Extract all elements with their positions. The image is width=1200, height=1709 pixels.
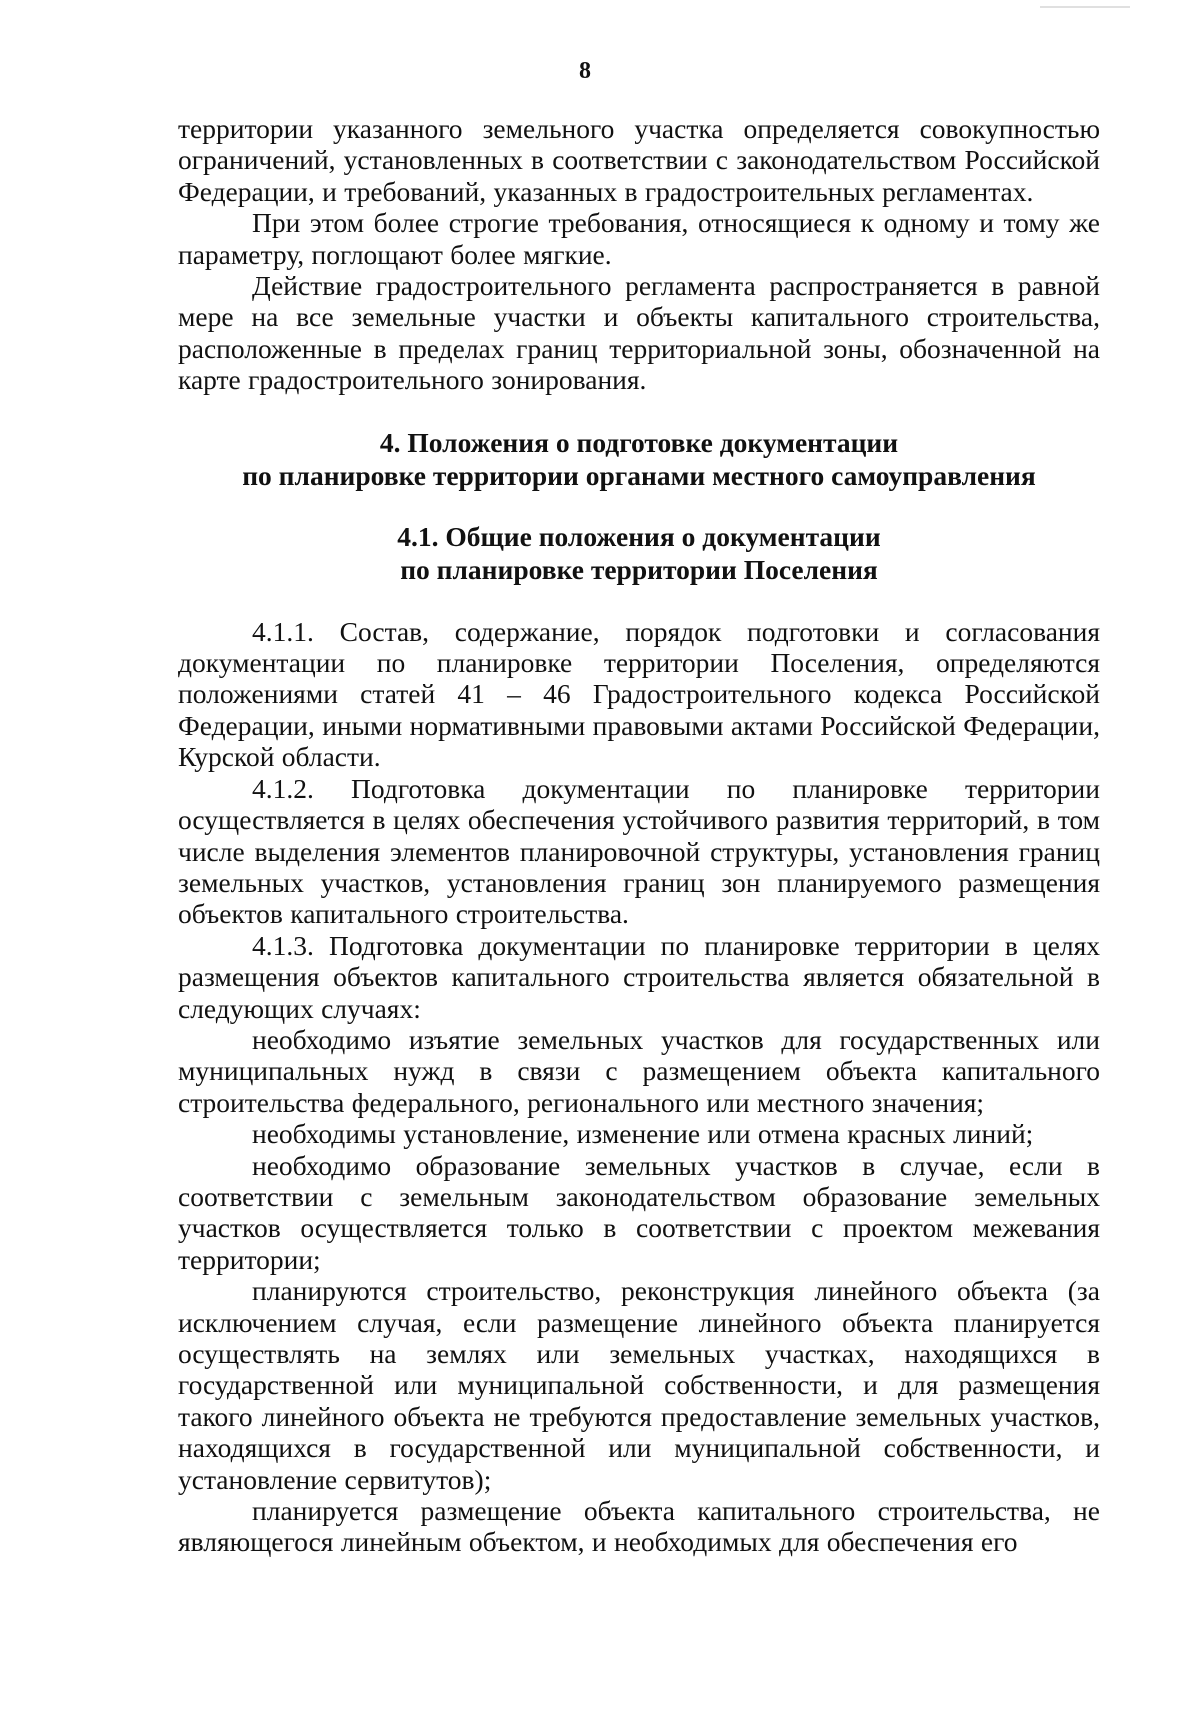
list-item: планируются строительство, реконструкция линейного объекта (за исключением случая, если размещение линейного объекта планируется осуществлять на землях или земельных участках, находящихся в государственной или муниципальной собственности, и для размещения такого линейного объекта не требуются предоставление земельных участков, находящихся в государственной или муниципальной собственности, и установление сервитутов);: [178, 1275, 1100, 1495]
page-number: 8: [579, 58, 591, 84]
list-item: необходимы установление, изменение или отмена красных линий;: [252, 1118, 1034, 1150]
subsection-heading-line: по планировке территории Поселения: [400, 553, 878, 585]
list-item: необходимо изъятие земельных участков для государственных или муниципальных нужд в связи с размещением объекта капитального строительства федерального, регионального или местного значения;: [178, 1023, 1100, 1118]
subsection-heading: [178, 520, 1100, 586]
paragraph: территории указанного земельного участка определяется совокупностью ограничений, установленных в соответствии с законодательством Российской Федерации, и требований, указанных в градостроительных регламентах.: [178, 113, 1100, 207]
paragraph-4-1-2: 4.1.2. Подготовка документации по планировке территории осуществляется в целях обеспечения устойчивого развития территорий, в том числе выделения элементов планировочной структуры, установления границ земельных участков, установления границ зон планируемого размещения объектов капитального строительства.: [178, 772, 1100, 930]
list-item: необходимо образование земельных участков в случае, если в соответствии с земельным законодательством образование земельных участков осуществляется только в соответствии с проектом межевания территории;: [178, 1149, 1100, 1275]
paragraph: Действие градостроительного регламента распространяется в равной мере на все земельные участки и объекты капитального строительства, расположенные в пределах границ территориальной зоны, обозначенной на карте градостроительного зонирования.: [178, 270, 1100, 396]
page-content: [178, 113, 1100, 1558]
paragraph-4-1-1: 4.1.1. Состав, содержание, порядок подготовки и согласования документации по планировке территории Поселения, определяются положениями статей 41 – 46 Градостроительного кодекса Российской Федерации, иными нормативными правовыми актами Российской Федерации, Курской области.: [178, 615, 1100, 773]
section-heading-line: 4. Положения о подготовке документации: [379, 426, 899, 458]
section-heading: [178, 426, 1100, 492]
scan-artifact: [1040, 6, 1130, 8]
section-heading-line: по планировке территории органами местного самоуправления: [242, 459, 1036, 491]
list-item: планируется размещение объекта капитального строительства, не являющегося линейным объектом, и необходимых для обеспечения его: [178, 1495, 1100, 1558]
paragraph: При этом более строгие требования, относящиеся к одному и тому же параметру, поглощают более мягкие.: [178, 207, 1100, 270]
paragraph-4-1-3: 4.1.3. Подготовка документации по планировке территории в целях размещения объектов капитального строительства является обязательной в следующих случаях:: [178, 929, 1100, 1024]
subsection-heading-line: 4.1. Общие положения о документации: [397, 520, 881, 552]
